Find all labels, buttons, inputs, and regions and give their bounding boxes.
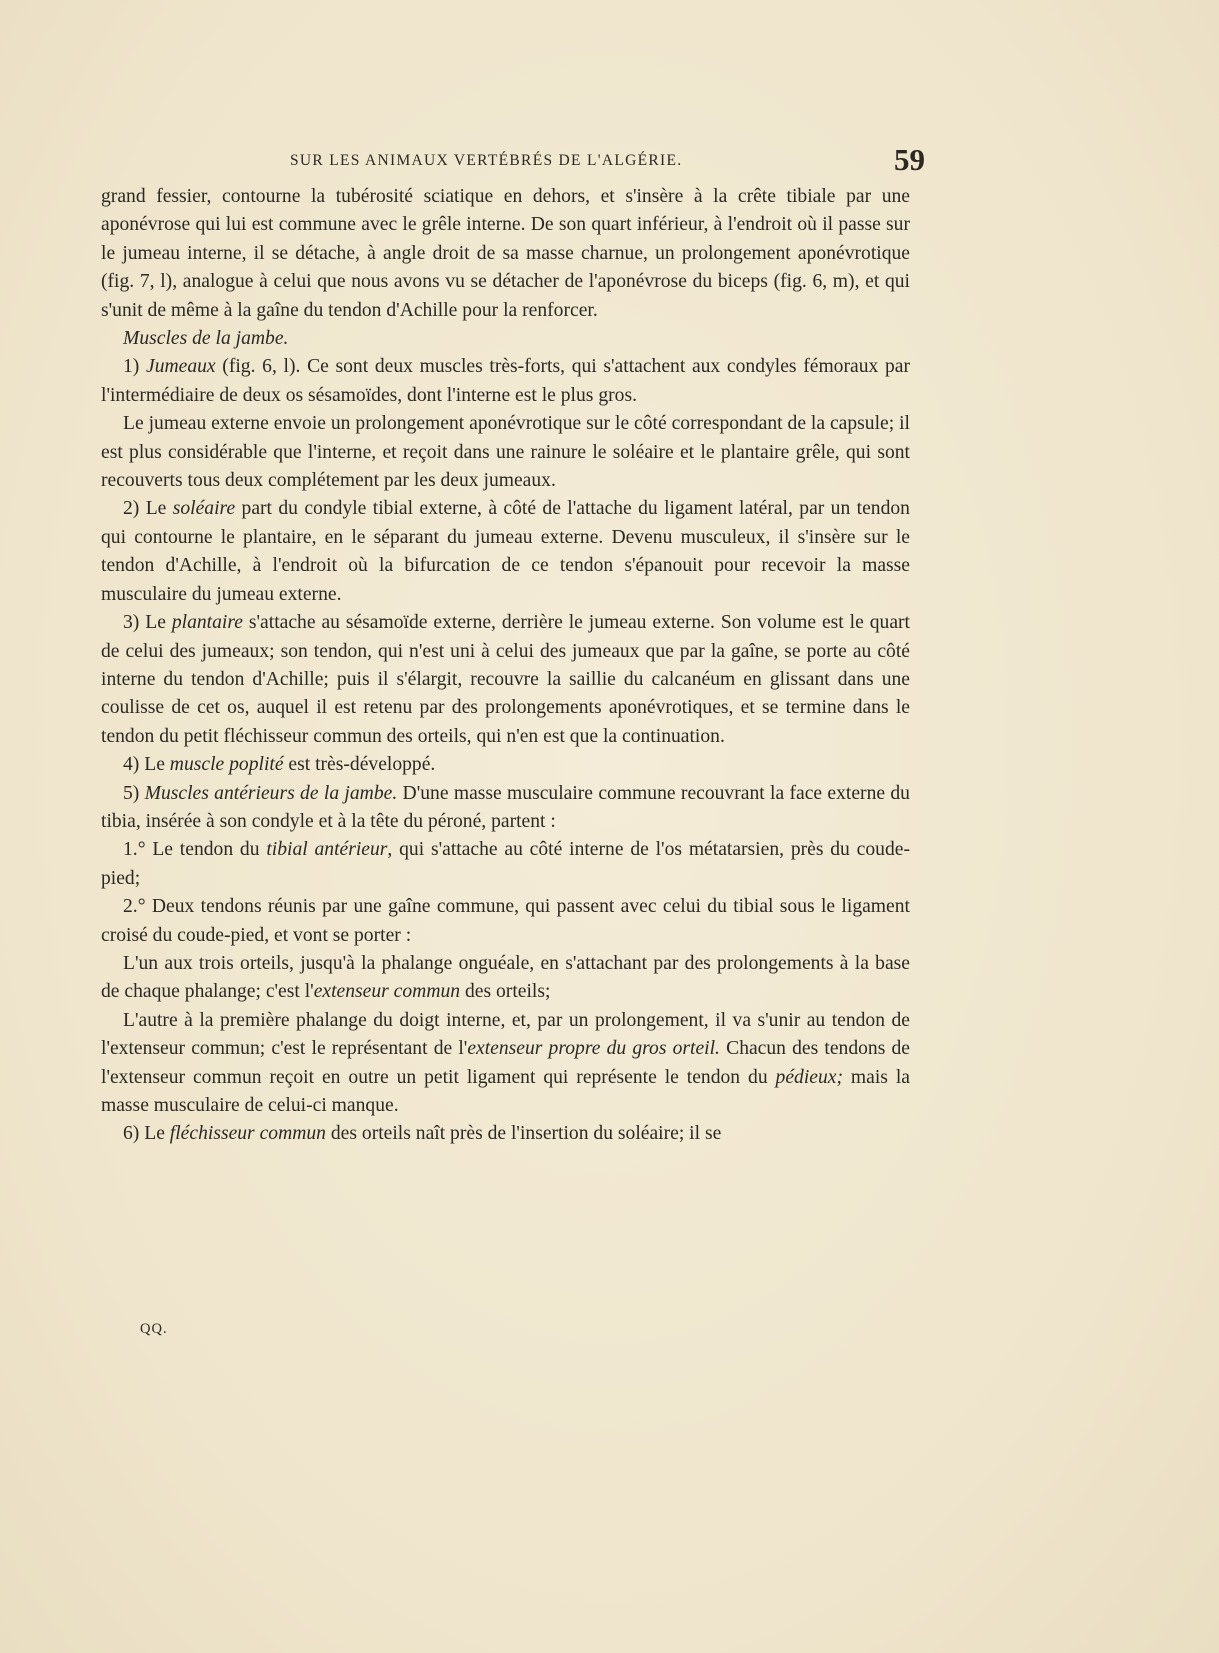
body-text <box>101 183 910 1149</box>
paragraph: 5) Muscles antérieurs de la jambe. D'une masse musculaire commune recouvrant la face externe du tibia, insérée à son condyle et à la tête du péroné, partent : <box>101 782 910 832</box>
paragraph: 2) Le soléaire part du condyle tibial externe, à côté de l'attache du ligament latéral, par un tendon qui contourne le plantaire, en le séparant du jumeau externe. Devenu musculeux, il s'insère sur le tendon d'Achille, à l'endroit où la bifurcation de ce tendon s'épanouit pour recevoir la masse musculaire du jumeau externe. <box>101 498 910 605</box>
paragraph: 4) Le muscle poplité est très-développé. <box>123 754 436 776</box>
running-head: SUR LES ANIMAUX VERTÉBRÉS DE L'ALGÉRIE. <box>290 152 683 169</box>
page-header <box>290 142 925 178</box>
paragraph: 2.° Deux tendons réunis par une gaîne commune, qui passent avec celui du tibial sous le ligament croisé du coude-pied, et vont se porter : <box>101 896 910 946</box>
paragraph: Le jumeau externe envoie un prolongement aponévrotique sur le côté correspondant de la capsule; il est plus considérable que l'interne, et reçoit dans une rainure le soléaire et le plantaire grêle, qui sont recouverts tous deux complétement par les deux jumeaux. <box>101 413 910 492</box>
paragraph: L'autre à la première phalange du doigt interne, et, par un prolongement, il va s'unir au tendon de l'extenseur commun; c'est le représentant de l'extenseur propre du gros orteil. Chacun des tendons de l'extenseur commun reçoit en outre un petit ligament qui représente le tendon du pédieux; mais la masse musculaire de celui-ci manque. <box>101 1009 910 1116</box>
paragraph: L'un aux trois orteils, jusqu'à la phalange onguéale, en s'attachant par des prolongements à la base de chaque phalange; c'est l'extenseur commun des orteils; <box>101 952 910 1003</box>
signature-mark: QQ. <box>140 1321 168 1337</box>
paragraph: 1) Jumeaux (fig. 6, l). Ce sont deux muscles très-forts, qui s'attachent aux condyles fémoraux par l'intermédiaire de deux os sésamoïdes, dont l'interne est le plus gros. <box>101 356 910 406</box>
paragraph: 3) Le plantaire s'attache au sésamoïde externe, derrière le jumeau externe. Son volume est le quart de celui des jumeaux; son tendon, qui n'est uni à celui des jumeaux que par la gaîne, se porte au côté interne du tendon d'Achille; puis il s'élargit, recouvre la saillie du calcanéum en glissant dans une coulisse de cet os, auquel il est retenu par des prolongements aponévrotiques, et se termine dans le tendon du petit fléchisseur commun des orteils, qui n'en est que la continuation. <box>101 612 910 747</box>
paragraph: 1.° Le tendon du tibial antérieur, qui s'attache au côté interne de l'os métatarsien, près du coude-pied; <box>101 839 910 889</box>
paragraph: 6) Le fléchisseur commun des orteils naît près de l'insertion du soléaire; il se <box>123 1123 722 1145</box>
page-number: 59 <box>894 142 925 177</box>
paragraph: grand fessier, contourne la tubérosité sciatique en dehors, et s'insère à la crête tibiale par une aponévrose qui lui est commune avec le grêle interne. De son quart inférieur, à l'endroit où il passe sur le jumeau interne, il se détache, à angle droit de sa masse charnue, un prolongement aponévrotique (fig. 7, l), analogue à celui que nous avons vu se détacher de l'aponévrose du biceps (fig. 6, m), et qui s'unit de même à la gaîne du tendon d'Achille pour la renforcer. <box>101 186 910 321</box>
section-heading: Muscles de la jambe. <box>123 328 289 350</box>
